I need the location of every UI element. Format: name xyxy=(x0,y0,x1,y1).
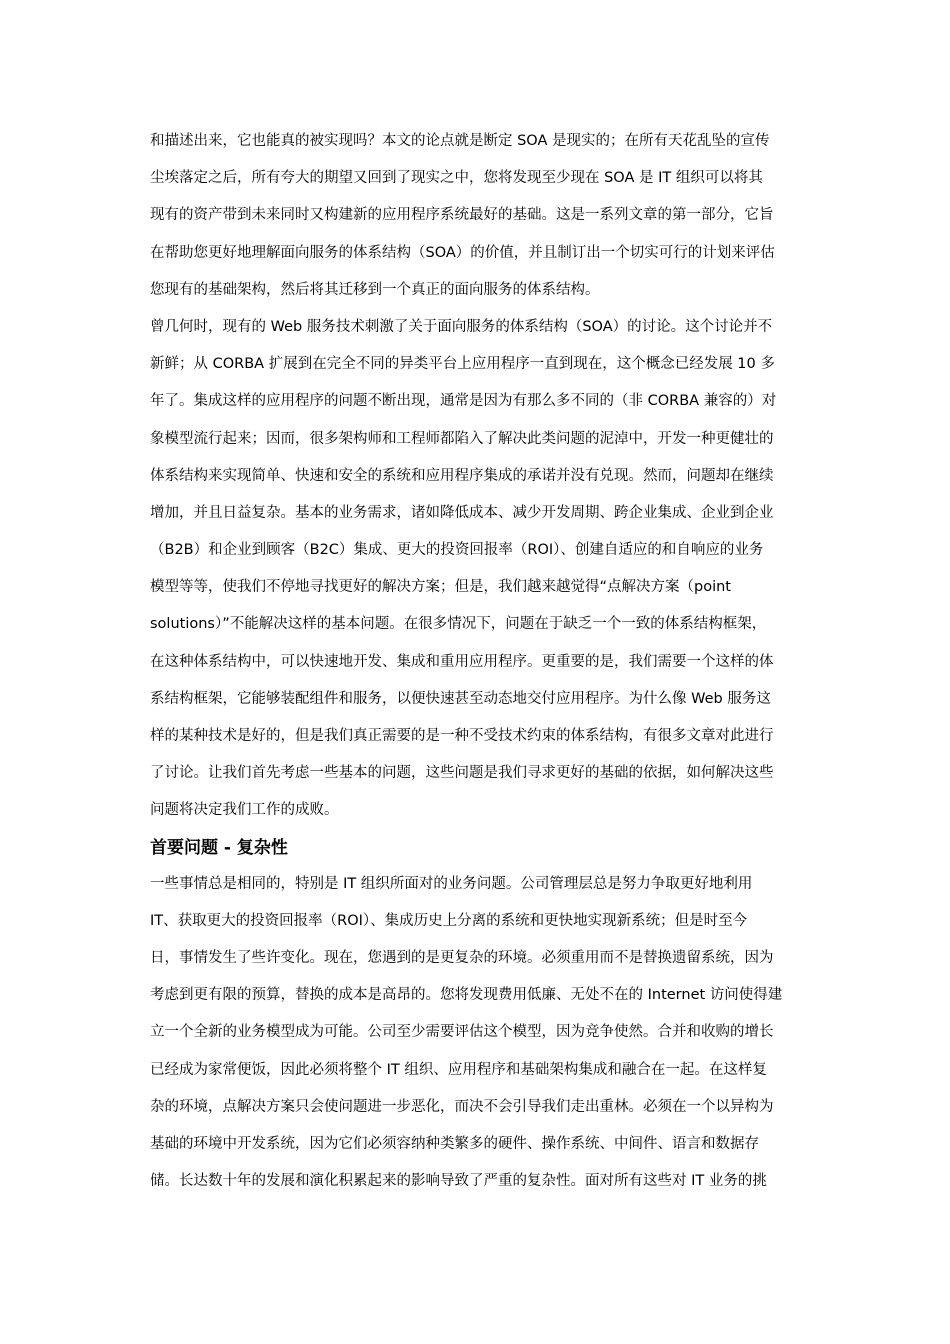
text-line: 一些事情总是相同的，特别是 IT 组织所面对的业务问题。公司管理层总是努力争取更好地利用 xyxy=(150,875,753,892)
text-line: 您现有的基础架构，然后将其迁移到一个真正的面向服务的体系结构。 xyxy=(150,281,600,298)
text-line: 日，事情发生了些许变化。现在，您遇到的是更复杂的环境。必须重用而不是替换遗留系统，因为 xyxy=(150,949,774,966)
section-heading: 首要问题 - 复杂性 xyxy=(150,837,288,858)
text-line: 年了。集成这样的应用程序的问题不断出现，通常是因为有那么多不同的（非 CORBA 兼容的）对 xyxy=(150,393,777,410)
text-line: 已经成为家常便饭，因此必须将整个 IT 组织、应用程序和基础架构集成和融合在一起。在这样复 xyxy=(150,1061,767,1078)
text-line: solutions）”不能解决这样的基本问题。在很多情况下，问题在于缺乏一个一致的体系结构框架， xyxy=(150,616,767,633)
text-line: 系结构框架，它能够装配组件和服务，以便快速甚至动态地交付应用程序。为什么像 Web 服务这 xyxy=(150,690,771,707)
text-line: 基础的环境中开发系统，因为它们必须容纳种类繁多的硬件、操作系统、中间件、语言和数据存 xyxy=(150,1135,759,1152)
text-line: 现有的资产带到未来同时又构建新的应用程序系统最好的基础。这是一系列文章的第一部分，它旨 xyxy=(150,207,774,224)
text-line: 问题将决定我们工作的成败。 xyxy=(150,802,339,819)
paragraph-soa-history xyxy=(150,309,810,830)
text-line: 和描述出来，它也能真的被实现吗？本文的论点就是断定 SOA 是现实的；在所有天花乱坠的宣传 xyxy=(150,133,770,149)
document-body xyxy=(150,123,810,1200)
paragraph-complexity xyxy=(150,866,810,1201)
text-line: 在帮助您更好地理解面向服务的体系结构（SOA）的价值，并且制订出一个切实可行的计划来评估 xyxy=(150,244,775,261)
paragraph-soa-intro xyxy=(150,123,810,309)
text-line: 储。长达数十年的发展和演化积累起来的影响导致了严重的复杂性。面对所有这些对 IT 业务的挑 xyxy=(150,1173,767,1190)
text-line: 象模型流行起来；因而，很多架构师和工程师都陷入了解决此类问题的泥淖中，开发一种更健壮的 xyxy=(150,430,774,447)
text-line: IT、获取更大的投资回报率（ROI）、集成历史上分离的系统和更快地实现新系统；但是时至今 xyxy=(150,912,748,929)
text-line: 体系结构来实现简单、快速和安全的系统和应用程序集成的承诺并没有兑现。然而，问题却在继续 xyxy=(150,467,774,484)
text-line: 考虑到更有限的预算，替换的成本是高昂的。您将发现费用低廉、无处不在的 Internet 访问使得建 xyxy=(150,987,783,1004)
text-line: 杂的环境，点解决方案只会使问题进一步恶化，而决不会引导我们走出重林。必须在一个以异构为 xyxy=(150,1098,774,1115)
text-line: 在这种体系结构中，可以快速地开发、集成和重用应用程序。更重要的是，我们需要一个这样的体 xyxy=(150,653,774,670)
text-line: 曾几何时，现有的 Web 服务技术刺激了关于面向服务的体系结构（SOA）的讨论。这个讨论并不 xyxy=(150,318,773,335)
text-line: 增加，并且日益复杂。基本的业务需求，诸如降低成本、减少开发周期、跨企业集成、企业到企业 xyxy=(150,504,774,521)
text-line: 了讨论。让我们首先考虑一些基本的问题，这些问题是我们寻求更好的基础的依据，如何解决这些 xyxy=(150,765,774,782)
text-line: 新鲜；从 CORBA 扩展到在完全不同的异类平台上应用程序一直到现在，这个概念已经发展 10 多 xyxy=(150,356,775,373)
text-line: 样的某种技术是好的，但是我们真正需要的是一种不受技术约束的体系结构，有很多文章对此进行 xyxy=(150,728,774,744)
text-line: （B2B）和企业到顾客（B2C）集成、更大的投资回报率（ROI）、创建自适应的和自响应的业务 xyxy=(150,542,764,559)
text-line: 立一个全新的业务模型成为可能。公司至少需要评估这个模型，因为竞争使然。合并和收购的增长 xyxy=(150,1024,774,1041)
text-line: 尘埃落定之后，所有夸大的期望又回到了现实之中，您将发现至少现在 SOA 是 IT 组织可以将其 xyxy=(150,170,763,187)
text-line: 模型等等，使我们不停地寻找更好的解决方案；但是，我们越来越觉得“点解决方案（point xyxy=(150,579,731,596)
